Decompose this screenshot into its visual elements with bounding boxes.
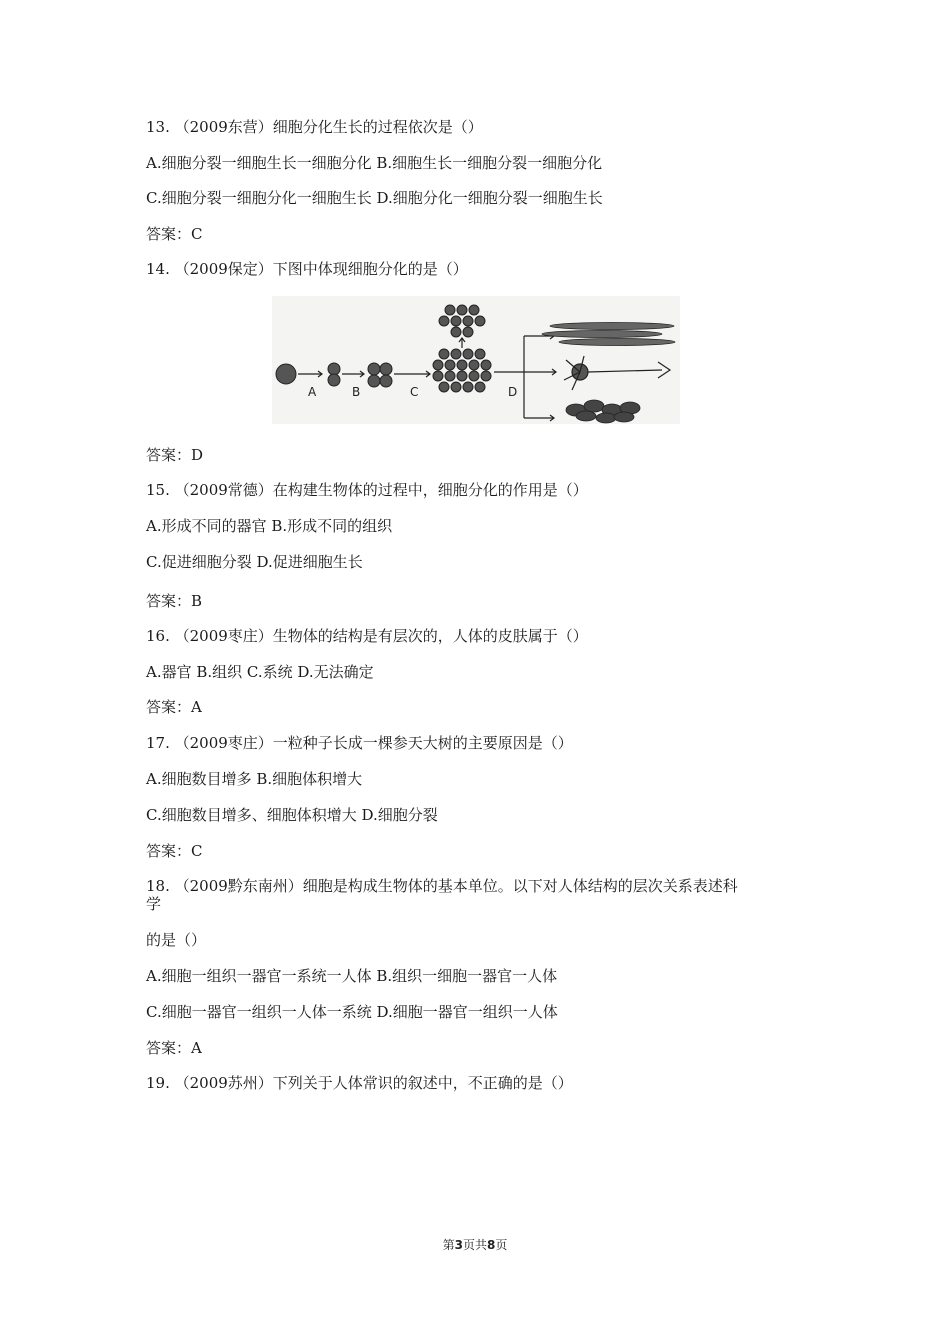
question-15-stem: 15. （2009常德）在构建生物体的过程中，细胞分化的作用是（）: [146, 481, 588, 499]
question-18-options-ab: A.细胞一组织一器官一系统一人体 B.组织一细胞一器官一人体: [146, 967, 558, 985]
cell-differentiation-diagram: [272, 296, 680, 424]
footer-page-number: 3: [454, 1238, 463, 1252]
figure-label-c: C: [410, 385, 419, 399]
single-cell: [276, 364, 296, 384]
question-16-stem: 16. （2009枣庄）生物体的结构是有层次的，人体的皮肤属于（）: [146, 627, 588, 645]
question-13-answer: 答案：C: [146, 225, 203, 243]
four-cell: [368, 363, 380, 375]
question-15-options-ab: A.形成不同的器官 B.形成不同的组织: [146, 517, 393, 535]
question-18-stem-continued: 的是（）: [146, 931, 207, 949]
figure-label-d: D: [508, 385, 518, 399]
question-18-answer: 答案：A: [146, 1039, 202, 1057]
footer-prefix: 第: [442, 1238, 455, 1252]
page-footer: [0, 1236, 950, 1253]
question-13-options-ab: A.细胞分裂一细胞生长一细胞分化 B.细胞生长一细胞分裂一细胞分化: [146, 154, 603, 172]
two-cell: [328, 363, 340, 375]
figure-label-b: B: [352, 385, 361, 399]
epithelial-tissue: [566, 400, 640, 423]
question-15-options-cd: C.促进细胞分裂 D.促进细胞生长: [146, 553, 363, 571]
question-14-stem: 14. （2009保定）下图中体现细胞分化的是（）: [146, 260, 468, 278]
cell-mass: [433, 349, 491, 392]
question-18-options-cd: C.细胞一器官一组织一人体一系统 D.细胞一器官一组织一人体: [146, 1003, 558, 1021]
muscle-tissue: [542, 323, 675, 346]
question-17-stem: 17. （2009枣庄）一粒种子长成一棵参天大树的主要原因是（）: [146, 734, 573, 752]
question-16-options: A.器官 B.组织 C.系统 D.无法确定: [146, 663, 374, 681]
footer-middle: 页共: [462, 1238, 487, 1252]
figure-label-a: A: [308, 385, 317, 399]
question-13-options-cd: C.细胞分裂一细胞分化一细胞生长 D.细胞分化一细胞分裂一细胞生长: [146, 189, 603, 207]
cell-differentiation-figure: [272, 296, 680, 424]
footer-total-pages: 8: [487, 1238, 496, 1252]
question-17-options-cd: C.细胞数目增多、细胞体积增大 D.细胞分裂: [146, 806, 438, 824]
question-13-stem: 13. （2009东营）细胞分化生长的过程依次是（）: [146, 118, 483, 136]
neuron: [564, 356, 670, 390]
question-17-options-ab: A.细胞数目增多 B.细胞体积增大: [146, 770, 363, 788]
question-18-stem: 18. （2009黔东南州）细胞是构成生物体的基本单位。以下对人体结构的层次关系表述科: [146, 877, 738, 895]
upper-cell-cluster: [439, 305, 485, 337]
question-19-stem: 19. （2009苏州）下列关于人体常识的叙述中，不正确的是（）: [146, 1074, 573, 1092]
question-15-answer: 答案：B: [146, 592, 203, 610]
question-16-answer: 答案：A: [146, 698, 202, 716]
question-18-stem-wrap: 学: [146, 895, 162, 913]
footer-suffix: 页: [495, 1238, 508, 1252]
question-17-answer: 答案：C: [146, 842, 203, 860]
question-14-answer: 答案：D: [146, 446, 204, 464]
